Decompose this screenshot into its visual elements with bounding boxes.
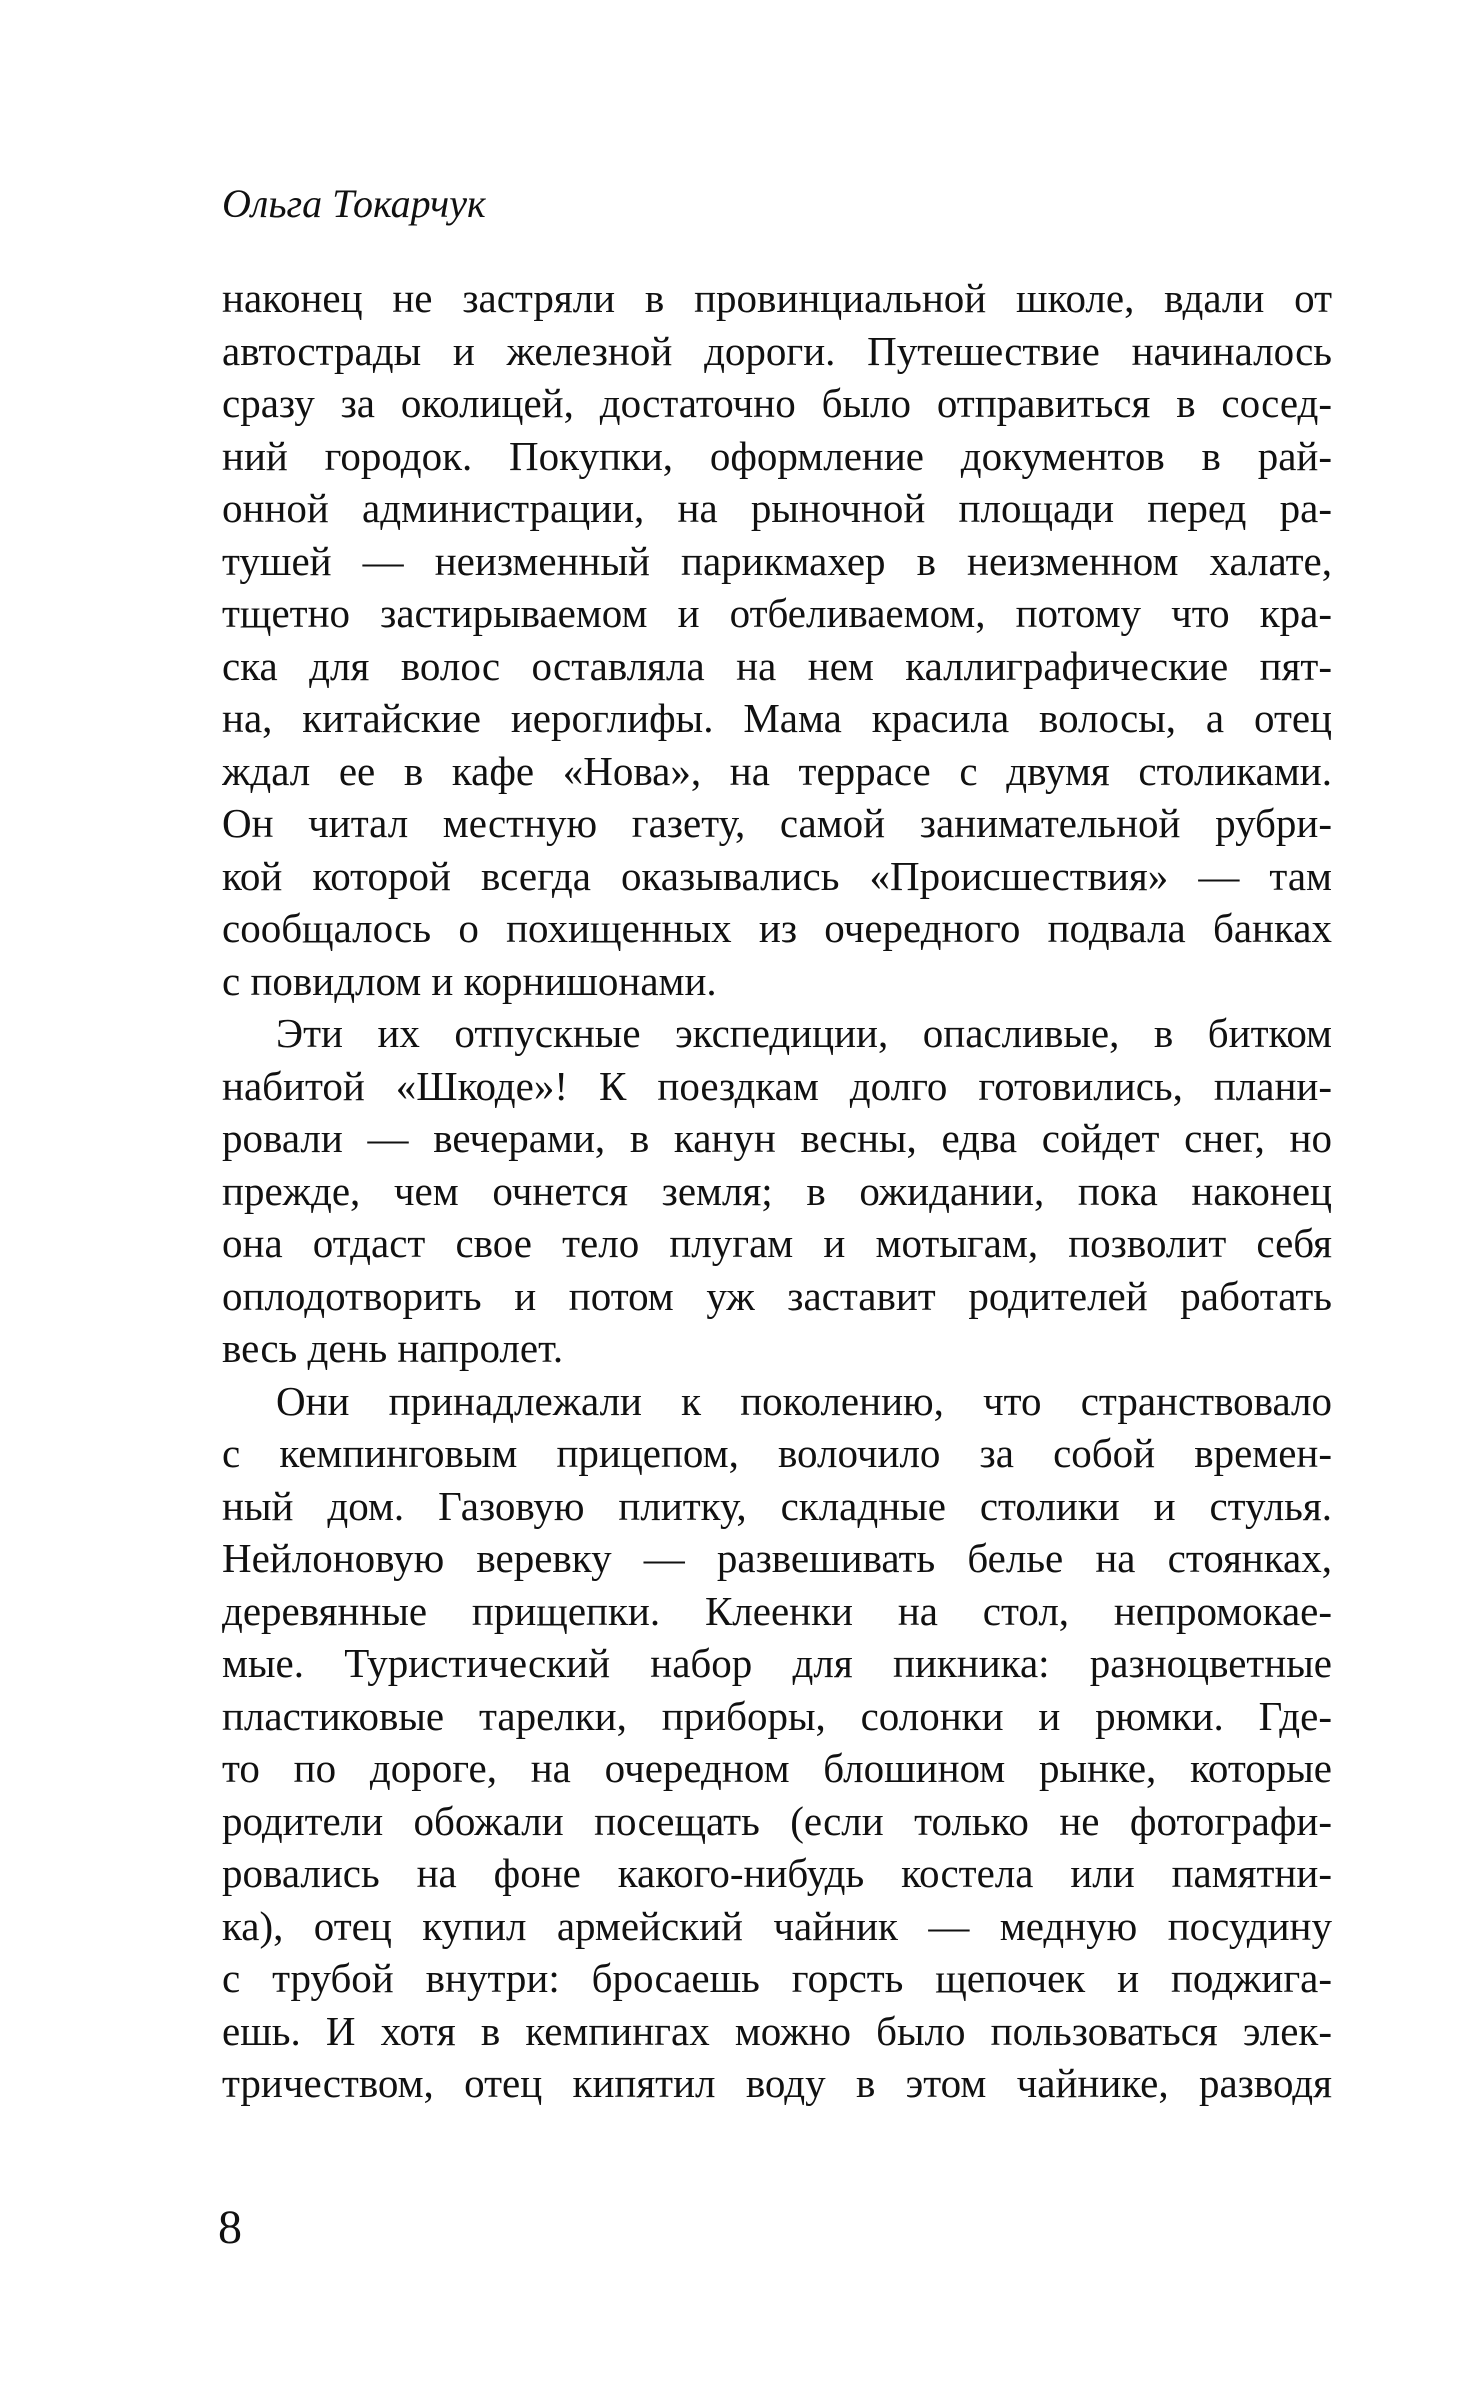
- text-line: то по дороге, на очередном блошином рынке, которые: [222, 1745, 1332, 1791]
- text-line: ждал ее в кафе «Нова», на террасе с двумя столиками.: [222, 747, 1332, 794]
- text-line: Нейлоновую веревку — развешивать белье на стоянках,: [222, 1535, 1332, 1581]
- paragraph: [222, 1375, 1332, 2110]
- text-line: мые. Туристический набор для пикника: разноцветные: [222, 1640, 1332, 1686]
- text-line: Он читал местную газету, самой занимательной рубри-: [222, 800, 1332, 846]
- text-line: тушей — неизменный парикмахер в неизменном халате,: [222, 537, 1332, 584]
- text-line: Они принадлежали к поколению, что странствовало: [276, 1377, 1332, 1424]
- running-head-author: Ольга Токарчук: [222, 181, 486, 226]
- text-line: ровали — вечерами, в канун весны, едва сойдет снег, но: [222, 1115, 1332, 1161]
- text-line: Эти их отпускные экспедиции, опасливые, в битком: [276, 1010, 1332, 1056]
- text-line: наконец не застряли в провинциальной школе, вдали от: [222, 275, 1332, 321]
- text-line: с кемпинговым прицепом, волочило за собой времен-: [222, 1430, 1332, 1476]
- text-line: ровались на фоне какого-нибудь костела или памятни-: [222, 1850, 1332, 1896]
- text-line: прежде, чем очнется земля; в ожидании, пока наконец: [222, 1167, 1332, 1214]
- text-line: ка), отец купил армейский чайник — медную посудину: [222, 1902, 1332, 1949]
- text-line: ска для волос оставляла на нем каллиграфические пят-: [222, 642, 1332, 689]
- text-line: она отдаст свое тело плугам и мотыгам, позволит себя: [222, 1220, 1332, 1266]
- text-line: весь день напролет.: [222, 1325, 564, 1371]
- text-line: онной администрации, на рыночной площади перед ра-: [222, 485, 1332, 531]
- text-line: ний городок. Покупки, оформление документов в рай-: [222, 432, 1332, 479]
- paragraph: [222, 272, 1332, 1007]
- text-line: кой которой всегда оказывались «Происшествия» — там: [222, 852, 1332, 899]
- text-line: родители обожали посещать (если только не фотографи-: [222, 1797, 1332, 1844]
- text-line: оплодотворить и потом уж заставит родителей работать: [222, 1272, 1332, 1319]
- text-line: с трубой внутри: бросаешь горсть щепочек и поджига-: [222, 1955, 1332, 2001]
- text-line: сразу за околицей, достаточно было отправиться в сосед-: [222, 380, 1332, 426]
- text-line: набитой «Шкоде»! К поездкам долго готовились, плани-: [222, 1062, 1332, 1109]
- text-line: автострады и железной дороги. Путешествие начиналось: [222, 327, 1332, 374]
- text-line: сообщалось о похищенных из очередного подвала банках: [222, 905, 1332, 951]
- text-line: с повидлом и корнишонами.: [222, 957, 717, 1004]
- body-text: [222, 272, 1332, 2110]
- text-line: ный дом. Газовую плитку, складные столики и стулья.: [222, 1482, 1332, 1529]
- text-line: деревянные прищепки. Клеенки на стол, непромокае-: [222, 1587, 1332, 1634]
- text-line: на, китайские иероглифы. Мама красила волосы, а отец: [222, 695, 1332, 741]
- text-line: пластиковые тарелки, приборы, солонки и рюмки. Где-: [222, 1692, 1332, 1739]
- paragraph: [222, 1007, 1332, 1375]
- text-line: тричеством, отец кипятил воду в этом чайнике, разводя: [222, 2060, 1332, 2106]
- page-number: 8: [218, 2201, 242, 2254]
- text-line: тщетно застирываемом и отбеливаемом, потому что кра-: [222, 590, 1332, 636]
- text-line: ешь. И хотя в кемпингах можно было пользоваться элек-: [222, 2007, 1332, 2054]
